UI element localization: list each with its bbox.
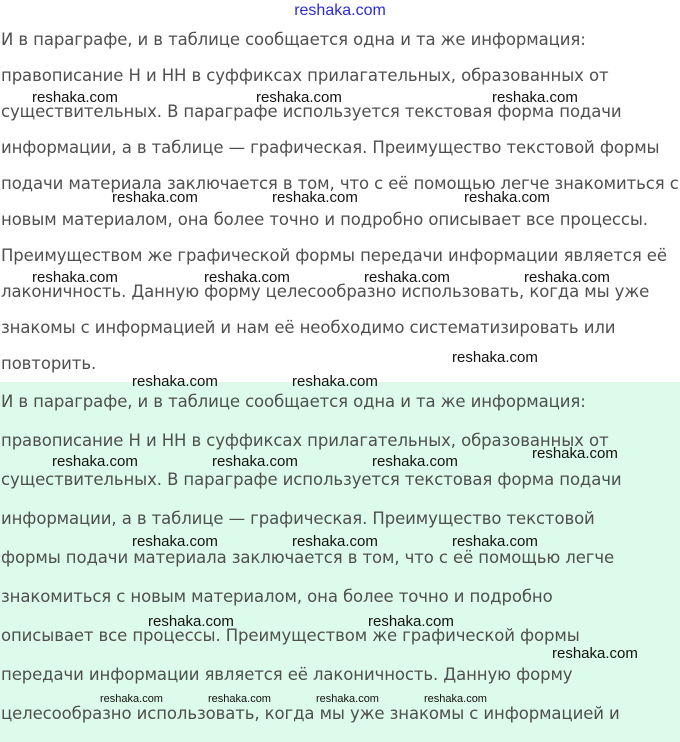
text-block-bottom [0,382,680,742]
watermark: reshaka.com [292,373,378,390]
text-line: информации, а в таблице — графическая. Преимущество текстовой [1,509,595,528]
watermark: reshaka.com [112,189,198,206]
text-line: повторить. [1,354,97,373]
text-line: подачи материала заключается в том, что с её помощью легче знакомиться с [1,174,679,193]
watermark: reshaka.com [552,645,638,662]
watermark: reshaka.com [212,453,298,470]
watermark: reshaka.com [292,533,378,550]
watermark: reshaka.com [32,89,118,106]
watermark: reshaka.com [452,533,538,550]
watermark: reshaka.com [364,269,450,286]
text-line: описывает все процессы. Преимуществом же графической формы [1,626,580,645]
text-line: правописание Н и НН в суффиксах прилагательных, образованных от [1,431,609,450]
text-line: существительных. В параграфе используется текстовая форма подачи [1,470,622,489]
watermark: reshaka.com [132,533,218,550]
text-line: знакомиться с новым материалом, она более точно и подробно [1,587,553,606]
watermark: reshaka.com [372,453,458,470]
watermark: reshaka.com [424,693,487,705]
text-line: формы подачи материала заключается в том, что с её помощью легче [1,548,615,567]
watermark: reshaka.com [452,349,538,366]
watermark: reshaka.com [368,613,454,630]
text-line: новым материалом, она более точно и подробно описывает все процессы. [1,210,648,229]
watermark: reshaka.com [132,373,218,390]
watermark: reshaka.com [492,89,578,106]
text-line: существительных. В параграфе используется текстовая форма подачи [1,102,622,121]
text-line: информации, а в таблице — графическая. Преимущество текстовой формы [1,138,660,157]
watermark: reshaka.com [32,269,118,286]
text-line: И в параграфе, и в таблице сообщается одна и та же информация: [1,30,586,49]
text-line: знакомы с информацией и нам её необходимо систематизировать или [1,318,616,337]
text-line: И в параграфе, и в таблице сообщается одна и та же информация: [1,392,586,411]
text-line: правописание Н и НН в суффиксах прилагательных, образованных от [1,66,609,85]
text-line: передачи информации является её лаконичность. Данную форму [1,665,573,684]
watermark: reshaka.com [204,269,290,286]
watermark: reshaka.com [256,89,342,106]
watermark: reshaka.com [464,189,550,206]
watermark: reshaka.com [316,693,379,705]
watermark: reshaka.com [52,453,138,470]
watermark: reshaka.com [148,613,234,630]
text-line: лаконичность. Данную форму целесообразно использовать, когда мы уже [1,282,650,301]
watermark: reshaka.com [524,269,610,286]
header-watermark: reshaka.com [294,2,386,19]
watermark: reshaka.com [532,445,618,462]
text-line: Преимуществом же графической формы передачи информации является её [1,246,667,265]
watermark: reshaka.com [272,189,358,206]
watermark: reshaka.com [100,693,163,705]
watermark: reshaka.com [208,693,271,705]
text-line: целесообразно использовать, когда мы уже знакомы с информацией и [1,704,620,723]
